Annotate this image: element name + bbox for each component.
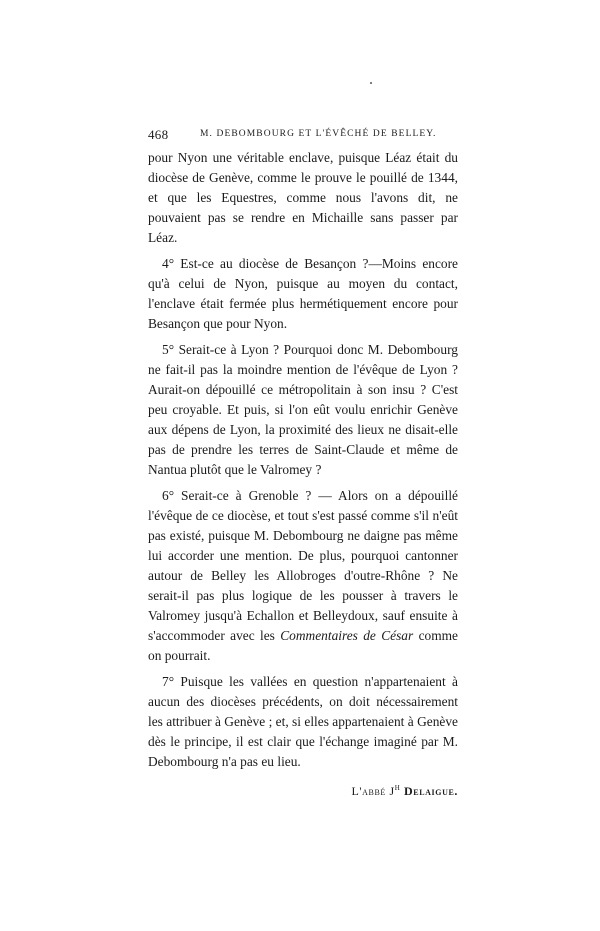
ink-speck bbox=[370, 82, 372, 84]
paragraph-besancon: 4° Est-ce au diocèse de Besançon ?—Moins encore qu'à celui de Nyon, puisque au moyen du contact, l'enclave était fermée plus hermétiquement encore pour Besançon que pour Nyon. bbox=[148, 256, 458, 331]
signature bbox=[148, 778, 458, 801]
signature-name: Delaigue. bbox=[404, 784, 458, 798]
paragraph-continuation: pour Nyon une véritable enclave, puisque Léaz était du diocèse de Genève, comme le prouve le pouillé de 1344, et que les Equestres, comme nous l'avons dit, ne pouvaient pas se rendre en Michaille sans passer par Léaz. bbox=[148, 150, 458, 245]
paragraph-conclusion: 7° Puisque les vallées en question n'appartenaient à aucun des diocèses précédents, on doit nécessairement les attribuer à Genève ; et, si elles appartenaient à Genève dès le principe, il est clair que l'échange imaginé par M. Debombourg n'a pas eu lieu. bbox=[148, 674, 458, 769]
page-number: 468 bbox=[148, 127, 169, 142]
paragraph-grenoble-end: comme on pourrait. bbox=[148, 628, 458, 663]
citation-title: Commentaires de César bbox=[280, 628, 414, 643]
page-header bbox=[148, 127, 458, 143]
body-text bbox=[148, 148, 458, 801]
running-title: M. DEBOMBOURG ET L'ÉVÊCHÉ DE BELLEY. bbox=[200, 129, 437, 139]
signature-prefix: L'abbé J bbox=[351, 784, 395, 798]
paragraph-lyon: 5° Serait-ce à Lyon ? Pourquoi donc M. Debombourg ne fait-il pas la moindre mention de l'évêque de Lyon ? Aurait-on dépouillé ce métropolitain à son insu ? C'est peu croyable. Et puis, si l'on eût voulu enrichir Genève aux dépens de Lyon, la proximité des lieux ne disait-elle pas de prendre les terres de Saint-Claude et même de Nantua plutôt que le Valromey ? bbox=[148, 342, 458, 477]
paragraph-grenoble bbox=[148, 486, 458, 666]
paragraph-grenoble-text: 6° Serait-ce à Grenoble ? — Alors on a dépouillé l'évêque de ce diocèse, et tout s'est passé comme s'il n'eût pas existé, puisque M. Debombourg ne daigne pas même lui accorder une mention. De plus, pourquoi cantonner autour de Belley les Allobroges d'outre-Rhône ? Ne serait-il pas plus logique de les pousser à travers le Valromey jusqu'à Echallon et Belleydoux, sauf ensuite à s'accommoder avec les bbox=[148, 488, 458, 643]
signature-superscript: h bbox=[394, 782, 401, 793]
